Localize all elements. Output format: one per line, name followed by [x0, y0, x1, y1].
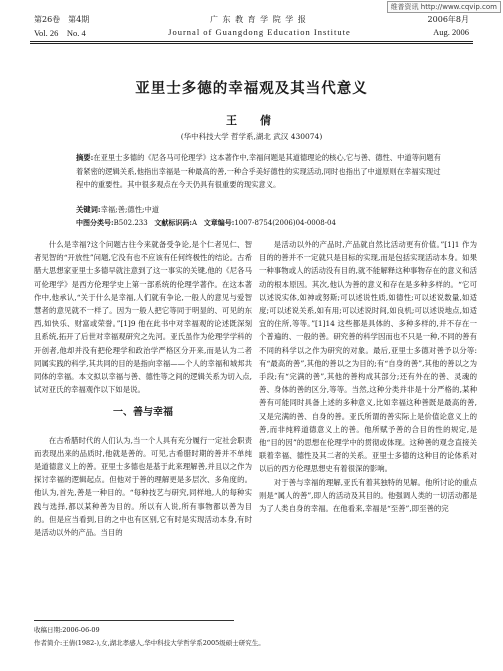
paragraph: 在古希腊时代的人们认为,当一个人具有充分履行一定社会职责而表现出来的品质时,他就是善的。可见,古希腊时期的善并不单纯是道德意义上的善。亚里士多德也是基于此来理解善,并且以之作为探讨幸福的逻辑起点。但他对于善的理解更是多层次、多角度的。他认为,首先,善是一种目的。“每种技艺与研究,同样地,人的每种实践与选择,都以某种善为目的。所以有人说,所有事物都以善为目的。但是应当看到,目的之中也有区别,它有时是实现活动本身,有时是活动以外的产品。当目的 [34, 435, 252, 538]
paragraph: 对于善与幸福的理解,亚氏有着其独特的见解。他所讨论的重点则是“属人的善”,即人的活动及其目的。他强调人类的一切活动都是为了人类自身的幸福。在他看来,幸福是“至善”,即至善的完 [259, 477, 477, 514]
article-id-label: 文章编号: [203, 218, 235, 227]
body-column-right [259, 238, 477, 515]
abstract-label: 摘要: [76, 153, 94, 162]
watermark-stamp: 维普资讯 http://www.cqvip.com [387, 1, 501, 13]
keywords-text: 幸福;善;德性;中道 [100, 205, 160, 214]
volume-cn: 第26卷 第4期 [34, 15, 90, 24]
keywords [76, 205, 159, 215]
clc-number: B502.233 [113, 219, 148, 227]
header-rule-double [30, 43, 473, 44]
classification-line [76, 218, 336, 228]
paragraph: 什么是幸福?这个问题古往今来就备受争论,是个仁者见仁、智者见智的“开放性”问题,它没有也不应该有任何终极性的结论。古希腊大思想家亚里士多德早就注意到了这一事实的关键,他的《尼各马可伦理学》是西方伦理学史上第一部系统的伦理学著作。在这本著作中,他承认,“关于什么是幸福,人们就有争论,一般人的意见与爱智慧者的意见就不一样了。因为一般人把它等同于明显的、可见的东西,如快乐、财富或荣誉。”[1]9 他在此书中对幸福观的论述既深刻且系统,拓开了后世对幸福观研究之先河。亚氏虽作为伦理学学科的开创者,他却并没有把伦理学和政治学严格区分开来,而是认为二者同属实践的科学,其共同的目的是指向幸福——个人的幸福和城邦共同体的幸福。本文拟以幸福与善、德性等之间的逻辑关系为切入点,试对亚氏的幸福观作以下如是说。 [34, 240, 252, 395]
article-id: 1007-8754(2006)04-0008-04 [234, 219, 336, 227]
author-affiliation: (华中科技大学 哲学系,湖北 武汉 430074) [180, 132, 323, 141]
paragraph: 是活动以外的产品时,产品就自然比活动更有价值。”[1]1 作为目的的善并不一定就只是目标的实现,而是包括实现活动本身。如果一种事物或人的活动没有目的,就不能解释这种事物存在的意义和活动的根本原因。其次,他认为善的意义和存在是多种多样的。“它可以述说实体,如神或努斯;可以述说性质,如德性;可以述说数量,如适度;可以述说关系,如有用;可以述说时间,如良机;可以述说地点,如适宜的住所,等等。”[1]14 这些都是具体的、多种多样的,并不存在一个普遍的、一般的善。研究善的科学因而也不只是一种,不同的善有不同的科学以之作为研究的对象。最后,亚里士多德对善予以分等:有“最高的善”,其他的善以之为目的;有“自身的善”,其他的善以之为手段;有“完满的善”,其他的善构成其部分;还有外在的善、灵魂的善、身体的善的区分,等等。当然,这种分类并非是十分严格的,某种善有可能同时具备上述的多种意义,比如幸福这种善既是最高的善,又是完满的善、自身的善。亚氏所谓的善实际上是价值论意义上的善,而非纯粹道德意义上的善。他所赋予善的合目的性的规定,是他“目的因”的思想在伦理学中的贯彻或体现。这种善的观念直接关联着幸福、德性及其二者的关系。亚里士多德的这种目的论体系对以后的西方伦理思想史有着很深的影响。 [259, 240, 477, 474]
header-rule [30, 41, 473, 42]
author-bio: 作者简介:王倩(1982-),女,湖北孝感人,华中科技大学哲学系2005级硕士研究生。 [34, 639, 265, 647]
volume-en: Vol. 26 No. 4 [34, 28, 86, 38]
journal-title-en: Journal of Guangdong Education Institute [168, 27, 351, 37]
date-en: Aug. 2006 [433, 27, 469, 37]
clc-label: 中图分类号: [76, 218, 114, 227]
section-heading: 一、善与幸福 [113, 407, 173, 419]
body-column-left [34, 238, 252, 539]
doc-code-label: 文献标识码: [154, 218, 192, 227]
abstract-text: 在亚里士多德的《尼各马可伦理学》这本著作中,幸福问题是其道德理论的核心,它与善、德性、中道等问题有着紧密的逻辑关系,他指出幸福是一种最高的善,一种合乎美好德性的实现活动,同时也指出了中道原则在幸福实现过程中的重要性。其中很多观点在今天仍具有很重要的现实意义。 [76, 153, 441, 189]
journal-title-cn: 广 东 教 育 学 院 学 报 [210, 15, 307, 24]
header-cn [34, 14, 469, 25]
doc-code: A [191, 219, 198, 227]
received-date: 收稿日期:2006-06-09 [34, 626, 100, 634]
keywords-label: 关键词: [76, 205, 101, 214]
date-cn: 2006年8月 [427, 15, 469, 24]
footnote-rule [34, 620, 234, 621]
author-name: 王 倩 [226, 114, 277, 127]
abstract [76, 151, 443, 192]
article-title: 亚里士多德的幸福观及其当代意义 [135, 80, 368, 97]
header-en [34, 27, 469, 39]
